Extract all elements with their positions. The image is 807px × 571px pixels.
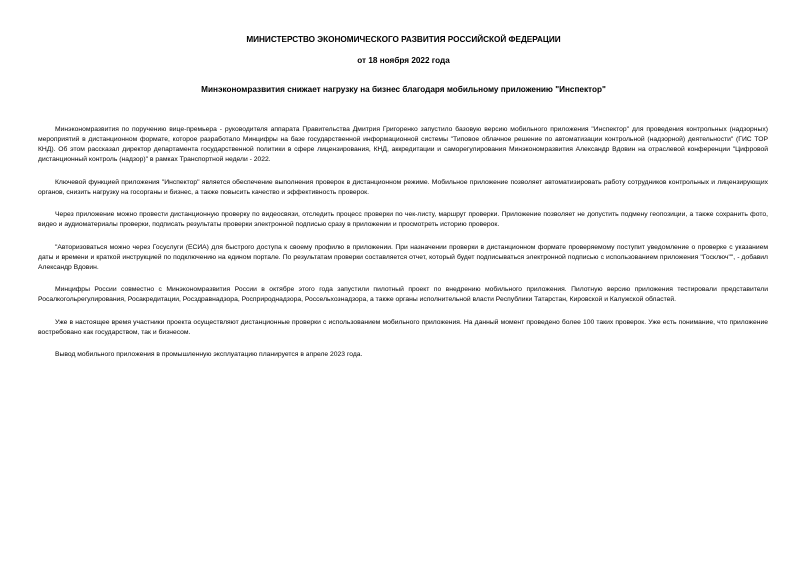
- document-headline: Минэкономразвития снижает нагрузку на бизнес благодаря мобильному приложению "Инспектор": [201, 85, 606, 94]
- body-paragraph: Через приложение можно провести дистанционную проверку по видеосвязи, отследить процесс проверки по чек-листу, маршрут проверки. Приложение позволяет не допустить подмену геопозиции, а также сохранить фото, видео и аудиоматериалы проверки, подписать результаты проверки электронной подписью сразу в приложении и просмотреть историю проверок.: [38, 211, 768, 228]
- document-date: от 18 ноября 2022 года: [357, 56, 450, 65]
- document-body: [38, 125, 768, 373]
- body-paragraph: Минэкономразвития по поручению вице-премьера - руководителя аппарата Правительства Дмитрия Григоренко запустило базовую версию мобильного приложения "Инспектор" для проведения контрольных (надзорных) мероприятий в дистанционном формате, которое разработало Минцифры на базе государственной информационной системы "Типовое облачное решение по автоматизации контрольной (надзорной) деятельности" (ГИС ТОР КНД). Об этом рассказал директор департамента государственной политики в сфере лицензирования, КНД, аккредитации и саморегулирования Минэкономразвития Александр Вдовин на отраслевой конференции "Цифровой дистанционный контроль (надзор)" в рамках Транспортной недели - 2022.: [38, 126, 768, 163]
- body-paragraph: Вывод мобильного приложения в промышленную эксплуатацию планируется в апреле 2023 года.: [55, 351, 363, 358]
- body-paragraph: Уже в настоящее время участники проекта осуществляют дистанционные проверки с использованием мобильного приложения. На данный момент проведено более 100 таких проверок. Уже есть понимание, что приложение востребовано как государством, так и бизнесом.: [38, 318, 768, 336]
- body-paragraph: Ключевой функцией приложения "Инспектор" является обеспечение выполнения проверок в дистанционном режиме. Мобильное приложение позволяет автоматизировать работу сотрудников контрольных и лицензирующих органов, снизить нагрузку на госорганы и бизнес, а также повысить качество и эффективность проверок.: [38, 178, 768, 196]
- ministry-name: МИНИСТЕРСТВО ЭКОНОМИЧЕСКОГО РАЗВИТИЯ РОССИЙСКОЙ ФЕДЕРАЦИИ: [246, 35, 561, 44]
- body-paragraph: "Авторизоваться можно через Госуслуги (ЕСИА) для быстрого доступа к своему профилю в приложении. При назначении проверки в дистанционном формате проверяемому поступит уведомление о проверке с указанием даты и времени и краткой инструкцией по подключению на едином портале. По результатам проверки составляется отчет, который будет подписываться электронной подписью с использованием приложения "Госключ"", - добавил Александр Вдовин.: [38, 243, 768, 271]
- body-paragraph: Минцифры России совместно с Минэкономразвития России в октябре этого года запустили пилотный проект по внедрению мобильного приложения. Пилотную версию приложения тестировали представители Росалкогольрегулирования, Росакредитации, Росздравнадзора, Росприроднадзора, Россельхознадзора, а также органы исполнительной власти Республики Татарстан, Кировской и Калужской областей.: [38, 286, 768, 303]
